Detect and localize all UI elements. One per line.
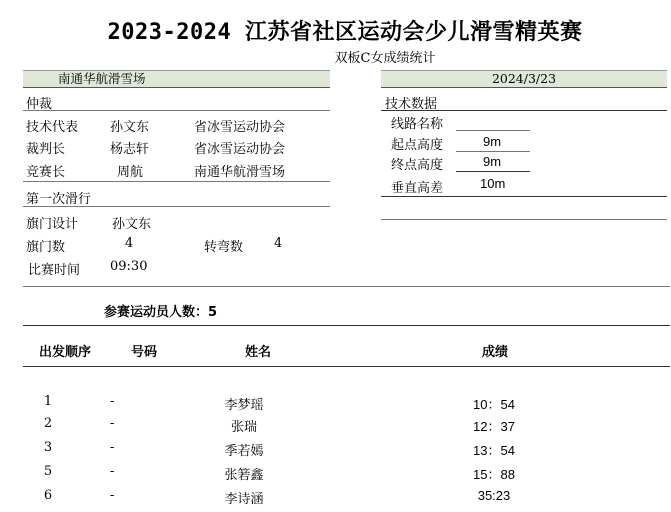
date-text: 2024/3/23 — [491, 71, 557, 86]
finish-underline — [456, 171, 530, 172]
venue-header-bar — [23, 70, 330, 88]
turns-label: 转弯数 — [204, 240, 244, 255]
page-subtitle: 双板C女成绩统计 — [334, 51, 436, 66]
vertical-drop-label: 垂直高差 — [391, 181, 444, 196]
row-result: 12：37 — [473, 419, 515, 434]
row-bib: - — [110, 464, 115, 479]
divider — [23, 181, 330, 182]
jury-name: 周航 — [117, 165, 144, 180]
gates-label: 旗门数 — [26, 240, 66, 255]
row-result: 35:23 — [477, 488, 511, 503]
tech-heading: 技术数据 — [385, 97, 438, 112]
gate-setter-name: 孙文东 — [112, 217, 152, 232]
course-underline — [456, 130, 530, 131]
row-result: 13：54 — [473, 443, 515, 458]
gate-setter-label: 旗门设计 — [26, 217, 79, 232]
row-name: 张箬鑫 — [224, 468, 264, 483]
jury-role: 裁判长 — [26, 142, 66, 157]
race-time-label: 比赛时间 — [28, 263, 81, 278]
col-header-bib: 号码 — [131, 345, 158, 360]
jury-name: 杨志轩 — [110, 142, 150, 157]
turns-value: 4 — [274, 236, 283, 251]
jury-role: 技术代表 — [26, 120, 79, 135]
divider — [23, 286, 670, 287]
row-order: 2 — [43, 416, 53, 431]
row-order: 1 — [43, 394, 53, 409]
row-bib: - — [110, 488, 115, 503]
run-heading: 第一次滑行 — [26, 192, 92, 207]
race-time-value: 09:30 — [110, 259, 148, 274]
col-header-name: 姓名 — [245, 345, 272, 360]
divider — [381, 110, 667, 111]
row-order: 5 — [43, 464, 53, 479]
jury-heading: 仲裁 — [26, 97, 53, 112]
start-altitude-label: 起点高度 — [391, 138, 444, 153]
col-header-result: 成绩 — [482, 345, 509, 360]
course-label: 线路名称 — [391, 117, 444, 132]
jury-org: 省冰雪运动协会 — [194, 120, 286, 135]
gates-value: 4 — [125, 236, 134, 251]
row-name: 张瑞 — [230, 420, 257, 435]
divider — [381, 219, 667, 220]
row-result: 15：88 — [473, 467, 515, 482]
athlete-count: 参赛运动员人数：5 — [104, 305, 218, 320]
row-bib: - — [110, 394, 115, 409]
divider — [381, 196, 667, 197]
start-altitude-value: 9m — [483, 134, 502, 149]
col-header-order: 出发顺序 — [39, 345, 92, 360]
row-name: 李梦瑶 — [224, 398, 264, 413]
divider — [23, 110, 330, 111]
venue-header-text: 南通华航滑雪场 — [58, 71, 146, 86]
divider — [23, 206, 330, 207]
divider — [23, 325, 670, 326]
jury-name: 孙文东 — [110, 120, 150, 135]
row-order: 6 — [43, 488, 53, 503]
row-bib: - — [110, 416, 115, 431]
jury-org: 南通华航滑雪场 — [194, 165, 286, 180]
jury-role: 竞赛长 — [26, 165, 66, 180]
row-result: 10：54 — [473, 397, 515, 412]
start-underline — [456, 151, 530, 152]
row-name: 李诗涵 — [224, 492, 264, 507]
row-bib: - — [110, 440, 115, 455]
finish-altitude-label: 终点高度 — [391, 158, 444, 173]
row-name: 季若嫣 — [224, 444, 264, 459]
date-header-bar — [381, 70, 667, 88]
jury-org: 省冰雪运动协会 — [194, 142, 286, 157]
finish-altitude-value: 9m — [483, 154, 502, 169]
divider — [23, 366, 670, 367]
page-title: 2023-2024 江苏省社区运动会少儿滑雪精英赛 — [107, 20, 583, 45]
vertical-drop-value: 10m — [480, 176, 506, 191]
row-order: 3 — [43, 440, 53, 455]
